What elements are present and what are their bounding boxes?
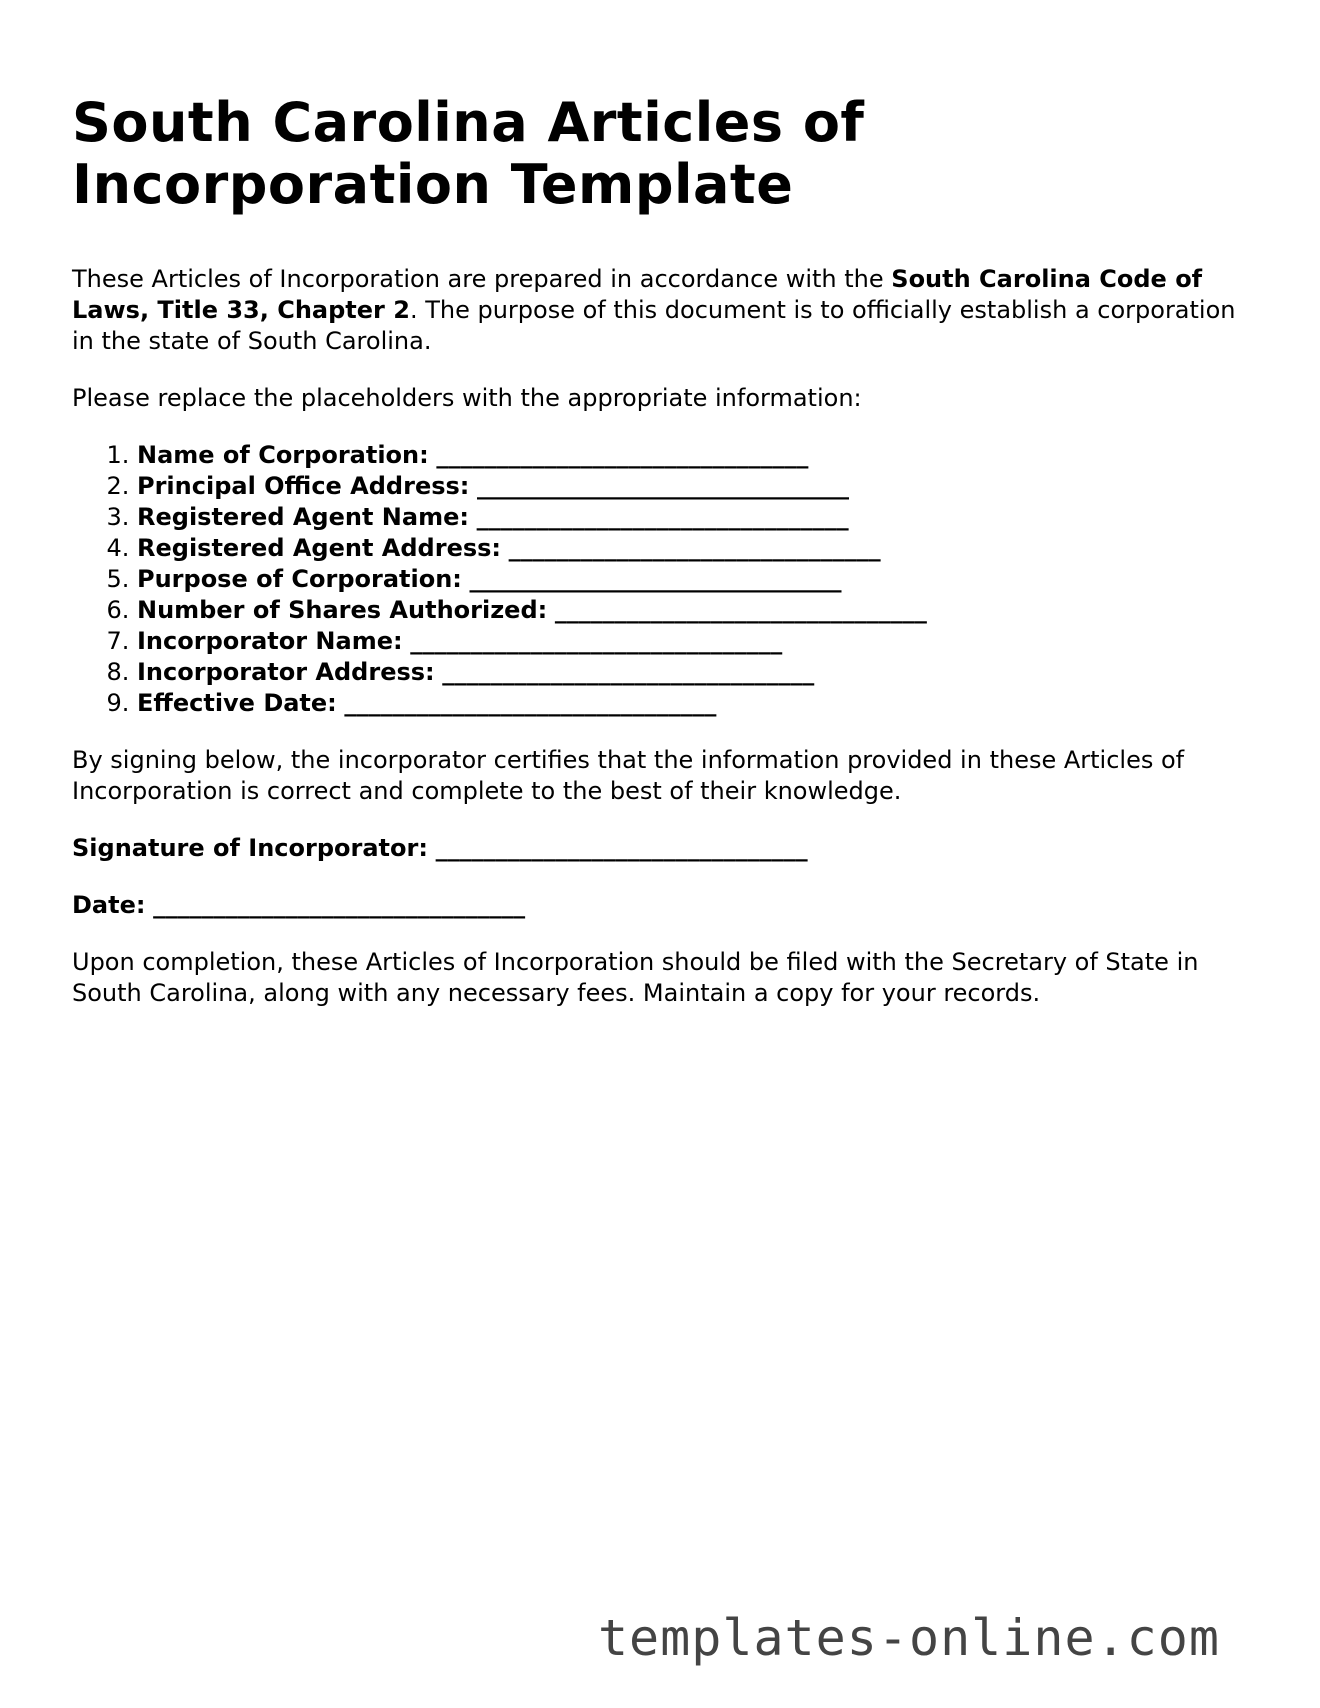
date-line: [72, 890, 1252, 921]
fields-list: [72, 440, 1252, 719]
list-item: [137, 657, 1252, 688]
intro-law-reference: South Carolina Code of Laws, Title 33, Chapter 2: [72, 265, 1203, 324]
instruction-text: Please replace the placeholders with the appropriate information:: [72, 384, 862, 412]
date-blank: _______________________________: [153, 891, 526, 919]
field-label: Registered Agent Name:: [137, 503, 469, 531]
list-item: [137, 471, 1252, 502]
signature-blank: _______________________________: [435, 834, 808, 862]
watermark-text: templates-online.com: [597, 1609, 1220, 1667]
list-item: [137, 564, 1252, 595]
blank-line: _______________________________: [554, 596, 927, 624]
page-title: South Carolina Articles of Incorporation Template: [72, 91, 865, 216]
blank-line: _______________________________: [344, 689, 717, 717]
intro-paragraph: [72, 264, 1252, 357]
blank-line: _______________________________: [442, 658, 815, 686]
list-item: [137, 595, 1252, 626]
blank-line: _______________________________: [477, 472, 850, 500]
date-label: Date:: [72, 891, 146, 919]
blank-line: _______________________________: [410, 627, 783, 655]
document-page: [72, 0, 1252, 1009]
blank-line: _______________________________: [508, 534, 881, 562]
field-label: Effective Date:: [137, 689, 337, 717]
signature-label: Signature of Incorporator:: [72, 834, 428, 862]
filing-note: Upon completion, these Articles of Incorporation should be filed with the Secretary of State in South Carolina, along with any necessary fees. Maintain a copy for your records.: [72, 948, 1199, 1007]
field-label: Name of Corporation:: [137, 441, 429, 469]
list-item: [137, 502, 1252, 533]
blank-line: _______________________________: [469, 565, 842, 593]
field-label: Incorporator Name:: [137, 627, 403, 655]
certification-paragraph: By signing below, the incorporator certifies that the information provided in these Articles of Incorporation is correct and complete to the best of their knowledge.: [72, 746, 1185, 805]
blank-line: _______________________________: [436, 441, 809, 469]
field-label: Purpose of Corporation:: [137, 565, 462, 593]
list-item: [137, 688, 1252, 719]
intro-text-before: These Articles of Incorporation are prepared in accordance with the: [72, 265, 892, 293]
list-item: [137, 626, 1252, 657]
intro-text-after: . The purpose of this document is to officially establish a corporation in the state of South Carolina.: [72, 296, 1236, 355]
list-item: [137, 440, 1252, 471]
field-label: Number of Shares Authorized:: [137, 596, 548, 624]
field-label: Incorporator Address:: [137, 658, 435, 686]
field-label: Registered Agent Address:: [137, 534, 502, 562]
blank-line: _______________________________: [476, 503, 849, 531]
field-label: Principal Office Address:: [137, 472, 470, 500]
list-item: [137, 533, 1252, 564]
signature-line: [72, 833, 1252, 864]
